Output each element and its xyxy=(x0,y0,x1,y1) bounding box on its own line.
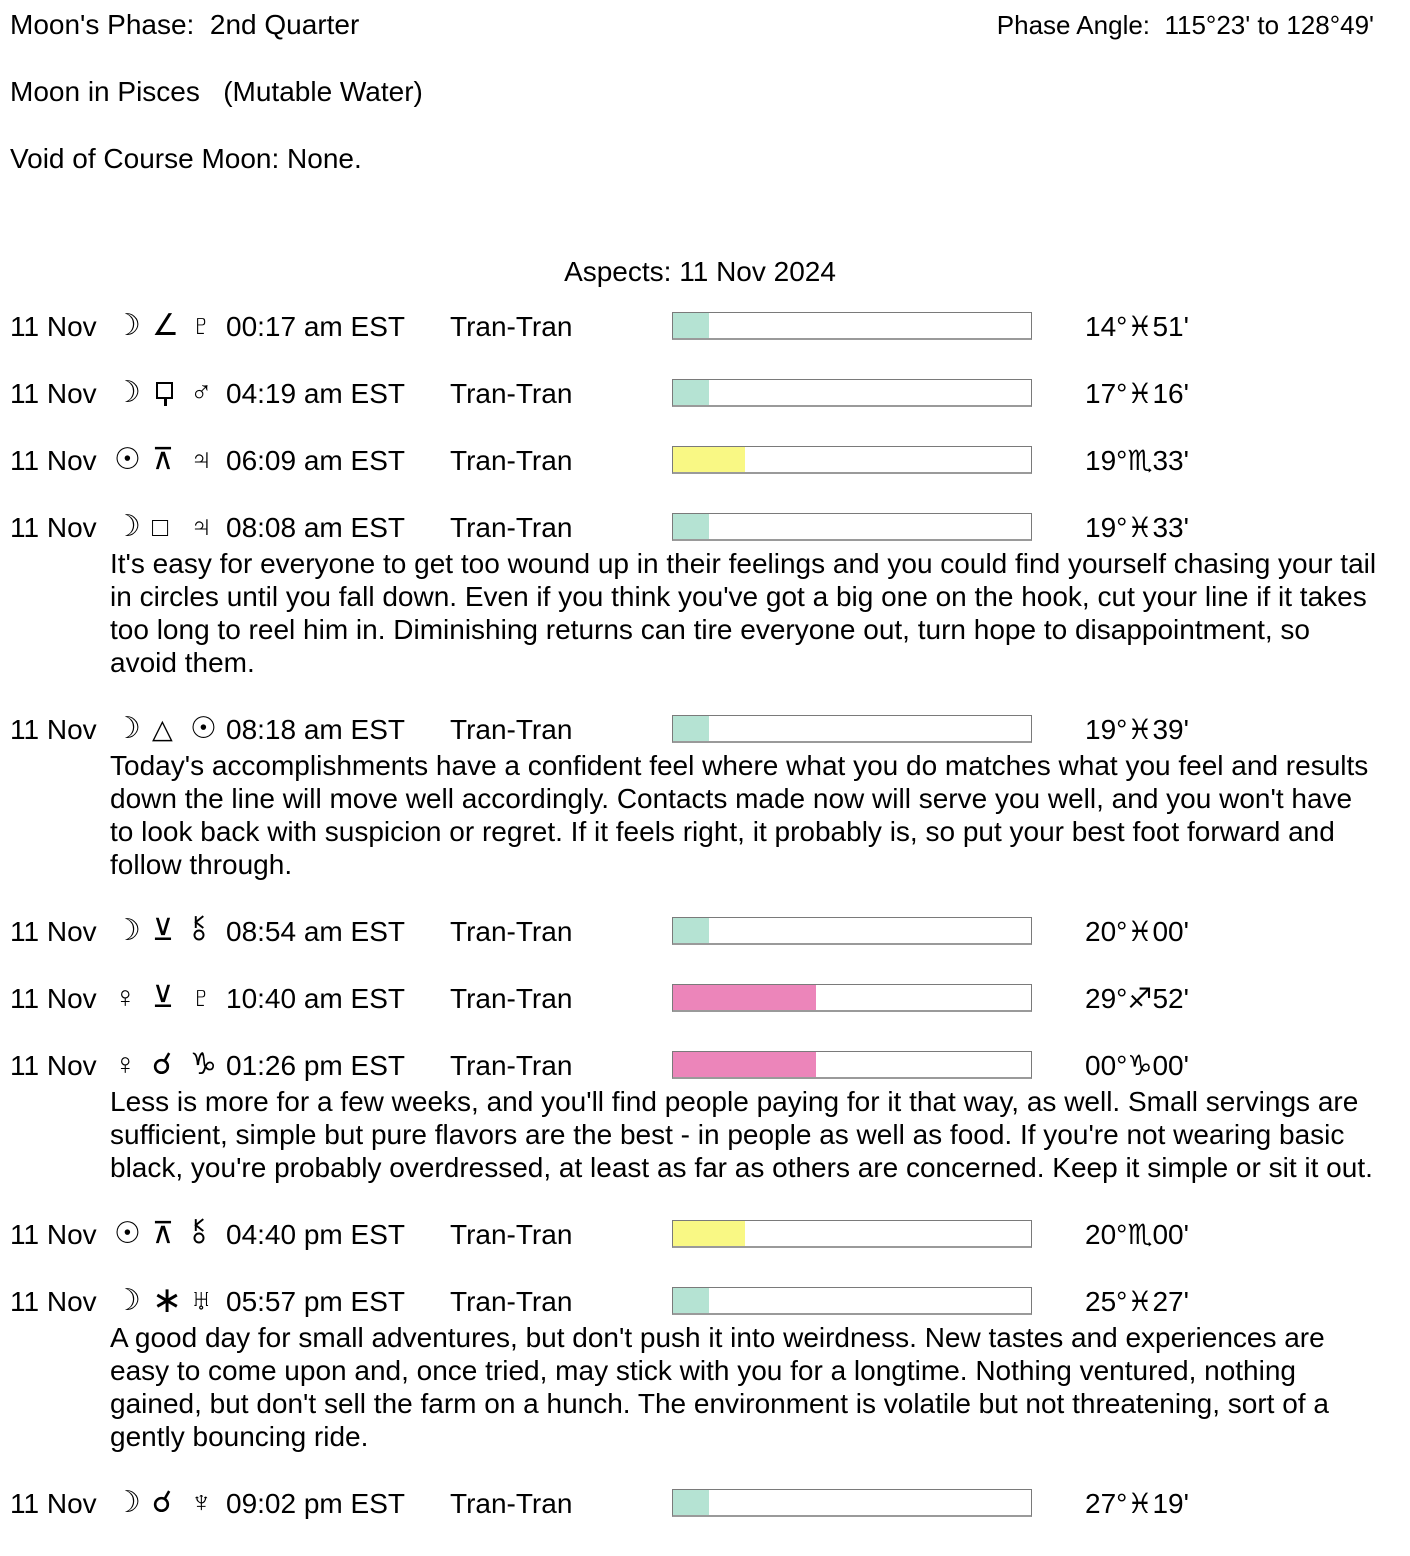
orb-progress-bar xyxy=(672,379,1032,407)
aspect-time: 00:17 am EST xyxy=(226,311,405,342)
pisces-icon: ♓ xyxy=(1127,311,1153,342)
aspect-time: 08:08 am EST xyxy=(226,512,405,543)
pisces-icon: ♓ xyxy=(1127,916,1153,947)
aspect-date: 11 Nov xyxy=(10,1488,97,1519)
aspect-glyphs xyxy=(114,308,228,344)
aspect-date: 11 Nov xyxy=(10,512,97,543)
moon-icon: ☽ xyxy=(114,309,141,342)
neptune-icon: ♆ xyxy=(190,1486,213,1519)
aspect-glyphs xyxy=(114,1279,228,1320)
orb-progress-fill xyxy=(673,716,709,741)
position-value: 19°♓33' xyxy=(1085,512,1189,543)
orb-progress-fill xyxy=(673,514,709,539)
aspect-category: Tran-Tran xyxy=(450,1488,573,1519)
sun-icon: ☉ xyxy=(114,443,141,476)
interpretation-text: Today's accomplishments have a confident feel where what you do matches what you feel and results down the line will move well accordingly. Contacts made now will serve you well, and you won't have to look back with suspicion or regret. If it feels right, it probably is, so put your best foot forward and follow through. xyxy=(110,750,1369,880)
jupiter-icon: ♃ xyxy=(190,510,213,543)
aspect-row xyxy=(10,713,1410,746)
moons-phase-line: Moon's Phase: 2nd Quarter xyxy=(10,9,360,40)
aspect-category: Tran-Tran xyxy=(450,512,573,543)
aspect-row xyxy=(10,1049,1410,1082)
pisces-icon: ♓ xyxy=(1127,1488,1153,1519)
sun-icon: ☉ xyxy=(190,712,217,745)
position-value: 14°♓51' xyxy=(1085,311,1189,342)
aspect-time: 09:02 pm EST xyxy=(226,1488,405,1519)
orb-progress-fill xyxy=(673,447,745,472)
pluto-icon: ♇ xyxy=(190,981,213,1014)
aspect-glyphs xyxy=(114,980,228,1016)
interpretation-text: It's easy for everyone to get too wound up in their feelings and you could find yourself chasing your tail in circles until you fall down. Even if you think you've got a big one on the hook, cut your line if it takes too long to reel him in. Diminishing returns can tire everyone out, turn hope to disappointment, so avoid them. xyxy=(110,548,1377,678)
aspect-time: 06:09 am EST xyxy=(226,445,405,476)
aspect-date: 11 Nov xyxy=(10,311,97,342)
orb-progress-bar xyxy=(672,446,1032,474)
venus-icon: ♀ xyxy=(114,981,137,1014)
aspect-time: 01:26 pm EST xyxy=(226,1050,405,1081)
mars-icon: ♂ xyxy=(190,376,213,409)
quincunx-icon: ⊼ xyxy=(152,443,174,476)
moon-sign-line: Moon in Pisces (Mutable Water) xyxy=(10,76,423,107)
uranus-icon: ♅ xyxy=(190,1284,213,1317)
aspect-date: 11 Nov xyxy=(10,714,97,745)
aspect-row xyxy=(10,1279,1410,1320)
moon-icon: ☽ xyxy=(114,1486,141,1519)
aspect-glyphs xyxy=(114,1216,228,1252)
position-value: 29°♐52' xyxy=(1085,983,1189,1014)
aspect-category: Tran-Tran xyxy=(450,983,573,1014)
position-value: 19°♓39' xyxy=(1085,714,1189,745)
aspect-glyphs xyxy=(114,711,228,747)
void-of-course-line: Void of Course Moon: None. xyxy=(10,143,362,174)
aspect-row xyxy=(10,1218,1410,1251)
orb-progress-fill xyxy=(673,985,816,1010)
aspects-list xyxy=(10,288,1410,1520)
semisquare-icon: ∠ xyxy=(152,309,179,342)
aspect-row xyxy=(10,444,1410,477)
aspect-glyphs xyxy=(114,442,228,478)
aspect-row xyxy=(10,982,1410,1015)
aspect-date: 11 Nov xyxy=(10,1219,97,1250)
aspect-category: Tran-Tran xyxy=(450,916,573,947)
orb-progress-bar xyxy=(672,1287,1032,1315)
pisces-icon: ♓ xyxy=(1127,378,1153,409)
aspect-glyphs xyxy=(114,509,228,545)
aspect-time: 05:57 pm EST xyxy=(226,1286,405,1317)
position-value: 19°♏33' xyxy=(1085,445,1189,476)
orb-progress-bar xyxy=(672,917,1032,945)
orb-progress-fill xyxy=(673,380,709,405)
chiron-icon xyxy=(190,913,228,949)
conjunction-icon: ☌ xyxy=(152,1048,173,1081)
aspect-glyphs xyxy=(114,375,228,411)
position-value: 00°♑00' xyxy=(1085,1050,1189,1081)
conjunction-icon: ☌ xyxy=(152,1486,173,1519)
orb-progress-fill xyxy=(673,1288,709,1313)
moon-icon: ☽ xyxy=(114,1284,141,1317)
phase-angle-line: Phase Angle: 115°23' to 128°49' xyxy=(996,10,1374,40)
aspect-glyphs xyxy=(114,1485,228,1521)
moon-icon: ☽ xyxy=(114,914,141,947)
aspect-category: Tran-Tran xyxy=(450,378,573,409)
position-value: 17°♓16' xyxy=(1085,378,1189,409)
sun-icon: ☉ xyxy=(114,1217,141,1250)
aspect-row xyxy=(10,310,1410,343)
interpretation-text: Less is more for a few weeks, and you'll find people paying for it that way, as well. Small servings are sufficient, simple but pure flavors are the best - in people as well as food. If you're not wearing basic black, you're probably overdressed, at least as far as others are concerned. Keep it simple or sit it out. xyxy=(110,1086,1373,1183)
aspect-glyphs xyxy=(114,1047,228,1083)
jupiter-icon: ♃ xyxy=(190,443,213,476)
semisextile-icon: ⊻ xyxy=(152,914,174,947)
aspect-date: 11 Nov xyxy=(10,983,97,1014)
orb-progress-fill xyxy=(673,313,709,338)
orb-progress-fill xyxy=(673,1490,709,1515)
pluto-icon: ♇ xyxy=(190,309,213,342)
aspect-glyphs xyxy=(114,913,228,949)
pisces-icon: ♓ xyxy=(1127,714,1153,745)
aspect-time: 08:18 am EST xyxy=(226,714,405,745)
semisextile-icon: ⊻ xyxy=(152,981,174,1014)
aspect-category: Tran-Tran xyxy=(450,1219,573,1250)
orb-progress-bar xyxy=(672,513,1032,541)
aspect-category: Tran-Tran xyxy=(450,445,573,476)
aspect-date: 11 Nov xyxy=(10,1050,97,1081)
venus-icon: ♀ xyxy=(114,1048,137,1081)
aspect-time: 04:19 am EST xyxy=(226,378,405,409)
orb-progress-fill xyxy=(673,1221,745,1246)
pisces-icon: ♓ xyxy=(1127,512,1153,543)
quincunx-icon: ⊼ xyxy=(152,1217,174,1250)
orb-progress-bar xyxy=(672,984,1032,1012)
interpretation-text: A good day for small adventures, but don't push it into weirdness. New tastes and experiences are easy to come upon and, once tried, may stick with you for a longtime. Nothing ventured, nothing gained, but don't sell the farm on a hunch. The environment is volatile but not threatening, sort of a gently bouncing ride. xyxy=(110,1322,1329,1452)
orb-progress-bar xyxy=(672,1489,1032,1517)
aspect-category: Tran-Tran xyxy=(450,1286,573,1317)
position-value: 20°♏00' xyxy=(1085,1219,1189,1250)
orb-progress-bar xyxy=(672,1051,1032,1079)
position-value: 25°♓27' xyxy=(1085,1286,1189,1317)
moon-icon: ☽ xyxy=(114,712,141,745)
aspect-time: 10:40 am EST xyxy=(226,983,405,1014)
pisces-icon: ♓ xyxy=(1127,1286,1153,1317)
aspects-heading: Aspects: 11 Nov 2024 xyxy=(564,256,836,287)
orb-progress-bar xyxy=(672,715,1032,743)
sextile-icon: ∗ xyxy=(152,1279,183,1320)
capricorn-icon: ♑ xyxy=(190,1048,217,1081)
orb-progress-fill xyxy=(673,1052,816,1077)
aspect-category: Tran-Tran xyxy=(450,1050,573,1081)
position-value: 20°♓00' xyxy=(1085,916,1189,947)
chiron-icon xyxy=(190,1216,228,1252)
sagittarius-icon: ♐ xyxy=(1127,983,1153,1014)
aspect-row xyxy=(10,915,1410,948)
aspect-time: 04:40 pm EST xyxy=(226,1219,405,1250)
moon-icon: ☽ xyxy=(114,376,141,409)
aspect-date: 11 Nov xyxy=(10,916,97,947)
aspect-date: 11 Nov xyxy=(10,1286,97,1317)
scorpio-icon: ♏ xyxy=(1127,445,1153,476)
aspect-date: 11 Nov xyxy=(10,378,97,409)
orb-progress-bar xyxy=(672,312,1032,340)
orb-progress-bar xyxy=(672,1220,1032,1248)
scorpio-icon: ♏ xyxy=(1127,1219,1153,1250)
aspect-time: 08:54 am EST xyxy=(226,916,405,947)
square-icon: □ xyxy=(152,512,169,542)
aspect-row xyxy=(10,511,1410,544)
moon-icon: ☽ xyxy=(114,510,141,543)
aspect-row xyxy=(10,1487,1410,1520)
orb-progress-fill xyxy=(673,918,709,943)
aspect-category: Tran-Tran xyxy=(450,714,573,745)
aspect-date: 11 Nov xyxy=(10,445,97,476)
aspect-row xyxy=(10,377,1410,410)
trine-icon: △ xyxy=(152,714,173,744)
capricorn-icon: ♑ xyxy=(1127,1050,1153,1081)
position-value: 27°♓19' xyxy=(1085,1488,1189,1519)
aspect-category: Tran-Tran xyxy=(450,311,573,342)
